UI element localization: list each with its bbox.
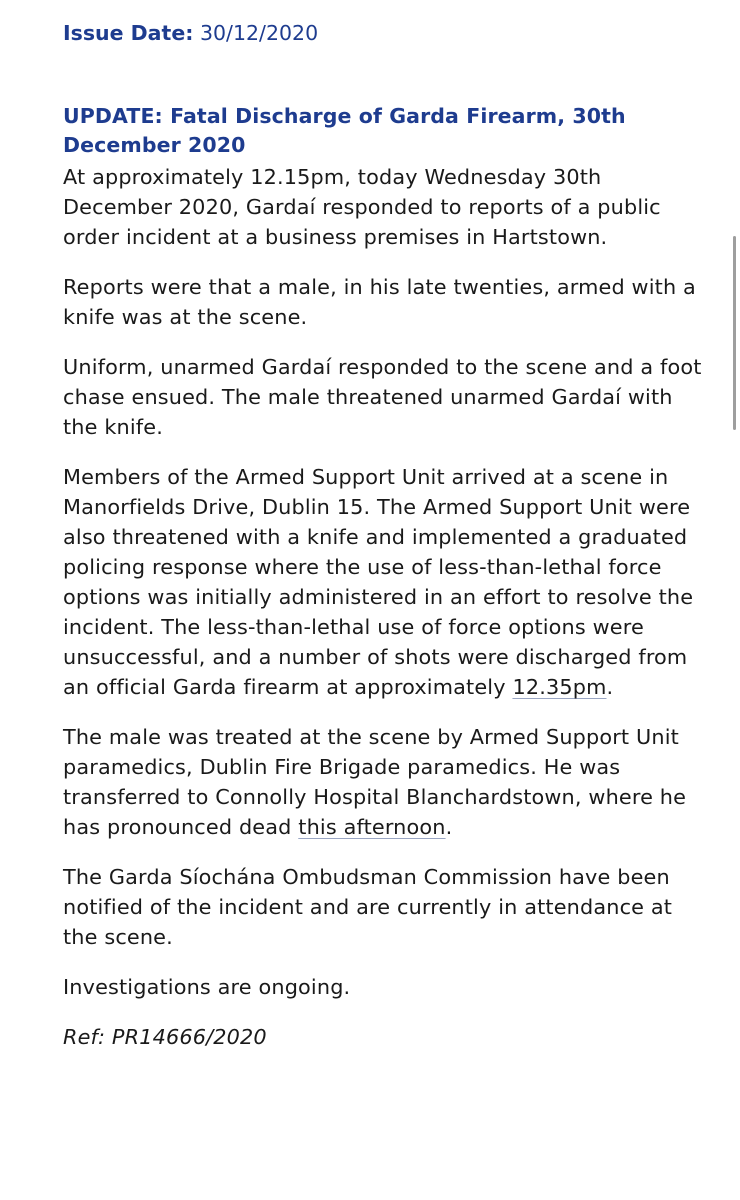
paragraph-armed-support-unit [63, 462, 703, 702]
issue-date-line [63, 16, 703, 50]
time-link[interactable]: 12.35pm [512, 675, 607, 699]
paragraph-investigations: Investigations are ongoing. [63, 975, 351, 999]
afternoon-link[interactable]: this afternoon [298, 815, 446, 839]
paragraph-armed-male: Reports were that a male, in his late twenties, armed with a knife was at the scene. [63, 275, 696, 329]
scrollbar[interactable] [733, 236, 736, 430]
paragraph-asu-end: . [606, 675, 614, 699]
paragraph-asu-text: Members of the Armed Support Unit arrived at a scene in Manorfields Drive, Dublin 15. The Armed Support Unit were also threatened with a knife and implemented a graduated policing response where the use of less-than-lethal force options was initially administered in an effort to resolve the incident. The less-than-lethal use of force options were unsuccessful, and a number of shots were discharged from an official Garda firearm at approximately [63, 465, 694, 699]
paragraph-incident-report: At approximately 12.15pm, today Wednesday 30th December 2020, Gardaí responded to reports of a public order incident at a business premises in Hartstown. [63, 165, 661, 249]
paragraph-treatment-end: . [445, 815, 453, 839]
paragraph-foot-chase: Uniform, unarmed Gardaí responded to the scene and a foot chase ensued. The male threatened unarmed Gardaí with the knife. [63, 355, 702, 439]
reference-number: Ref: PR14666/2020 [63, 1025, 267, 1049]
press-release [63, 16, 703, 1052]
headline: UPDATE: Fatal Discharge of Garda Firearm, 30th December 2020 [63, 104, 626, 157]
paragraph-treatment [63, 722, 703, 842]
issue-date-value: 30/12/2020 [199, 21, 319, 45]
paragraph-treatment-text: The male was treated at the scene by Armed Support Unit paramedics, Dublin Fire Brigade paramedics. He was transferred to Connolly Hospital Blanchardstown, where he has pronounced dead [63, 725, 687, 839]
paragraph-ombudsman: The Garda Síochána Ombudsman Commission have been notified of the incident and are currently in attendance at the scene. [63, 865, 673, 949]
issue-date-label: Issue Date: [63, 21, 194, 45]
